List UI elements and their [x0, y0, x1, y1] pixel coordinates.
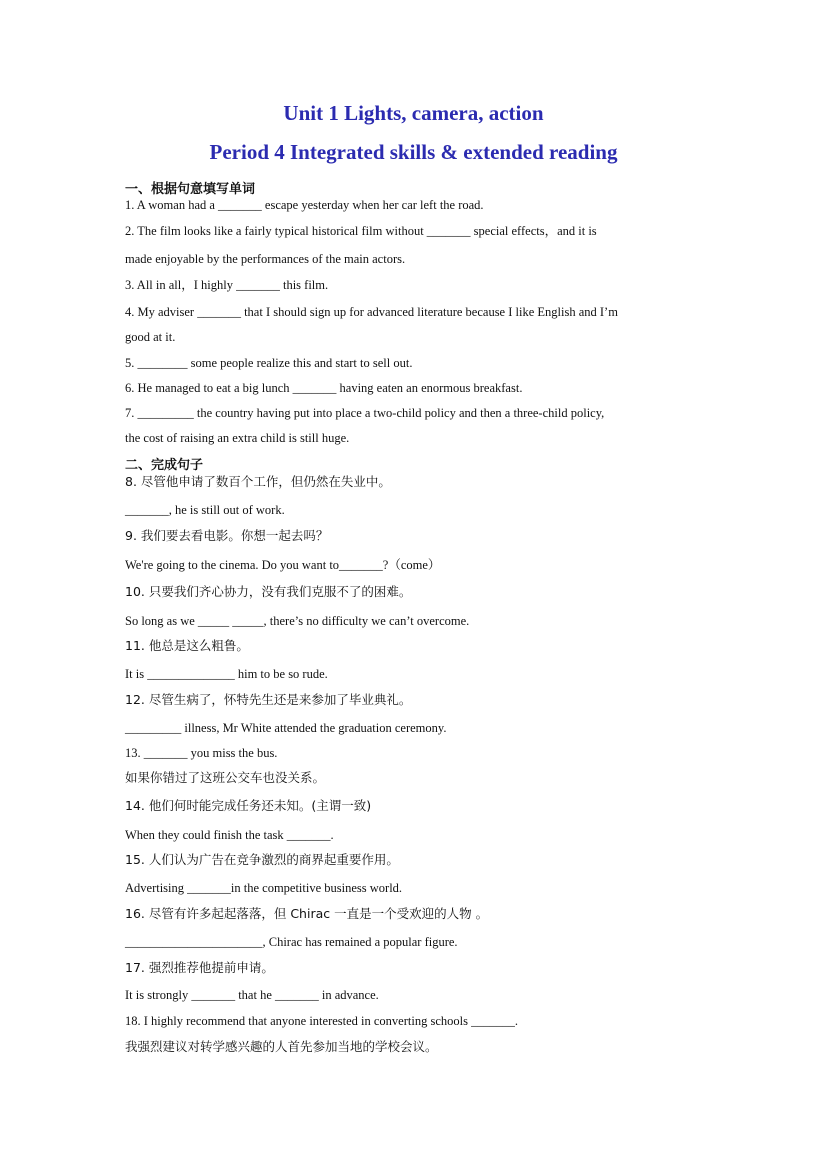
answer-line: 我强烈建议对转学感兴趣的人首先参加当地的学校会议。	[125, 1039, 438, 1054]
question-line: 3. All in all，I highly _______ this film.	[125, 278, 329, 292]
question-line: 6. He managed to eat a big lunch _______ having eaten an enormous breakfast.	[125, 381, 523, 395]
question-line: 16. 尽管有许多起起落落，但 Chirac 一直是一个受欢迎的人物 。	[125, 906, 489, 921]
question-line: 9. 我们要去看电影。你想一起去吗？	[125, 528, 329, 543]
answer-line: _______, he is still out of work.	[125, 503, 285, 517]
answer-line: 如果你错过了这班公交车也没关系。	[125, 770, 326, 785]
question-line: 11. 他总是这么粗鲁。	[125, 638, 249, 653]
question-line: good at it.	[125, 330, 176, 344]
answer-line: We're going to the cinema. Do you want to_______?（come）	[125, 558, 441, 572]
question-line: 5. ________ some people realize this and start to sell out.	[125, 356, 413, 370]
question-line: 12. 尽管生病了，怀特先生还是来参加了毕业典礼。	[125, 692, 412, 707]
question-line: 13. _______ you miss the bus.	[125, 746, 278, 760]
period-title: Period 4 Integrated skills & extended reading	[209, 140, 618, 164]
question-line: 14. 他们何时能完成任务还未知。(主谓一致)	[125, 798, 372, 813]
question-line: 17. 强烈推荐他提前申请。	[125, 960, 274, 975]
answer-line: _________ illness, Mr White attended the graduation ceremony.	[125, 721, 447, 735]
section2-heading: 二、完成句子	[125, 458, 204, 473]
question-line: 8. 尽管他申请了数百个工作，但仍然在失业中。	[125, 474, 391, 489]
answer-line: It is ______________ him to be so rude.	[125, 667, 328, 681]
answer-line: So long as we _____ _____, there’s no difficulty we can’t overcome.	[125, 614, 470, 628]
question-line: 7. _________ the country having put into place a two-child policy and then a three-child policy,	[125, 406, 605, 420]
answer-line: Advertising _______in the competitive business world.	[125, 881, 403, 895]
answer-line: When they could finish the task _______.	[125, 828, 334, 842]
unit-title: Unit 1 Lights, camera, action	[283, 101, 544, 125]
question-line: made enjoyable by the performances of the main actors.	[125, 252, 406, 266]
question-line: 4. My adviser _______ that I should sign up for advanced literature because I like English and I’m	[125, 305, 618, 319]
question-line: 2. The film looks like a fairly typical historical film without _______ special effects，and it is	[125, 224, 597, 238]
answer-line: It is strongly _______ that he _______ in advance.	[125, 988, 379, 1002]
answer-line: ______________________, Chirac has remained a popular figure.	[125, 935, 458, 949]
question-line: 15. 人们认为广告在竞争激烈的商界起重要作用。	[125, 852, 399, 867]
question-line: 10. 只要我们齐心协力，没有我们克服不了的困难。	[125, 584, 412, 599]
question-line: the cost of raising an extra child is still huge.	[125, 431, 350, 445]
question-line: 1. A woman had a _______ escape yesterday when her car left the road.	[125, 198, 484, 212]
question-line: 18. I highly recommend that anyone interested in converting schools _______.	[125, 1014, 518, 1028]
section1-heading: 一、根据句意填写单词	[125, 182, 256, 197]
